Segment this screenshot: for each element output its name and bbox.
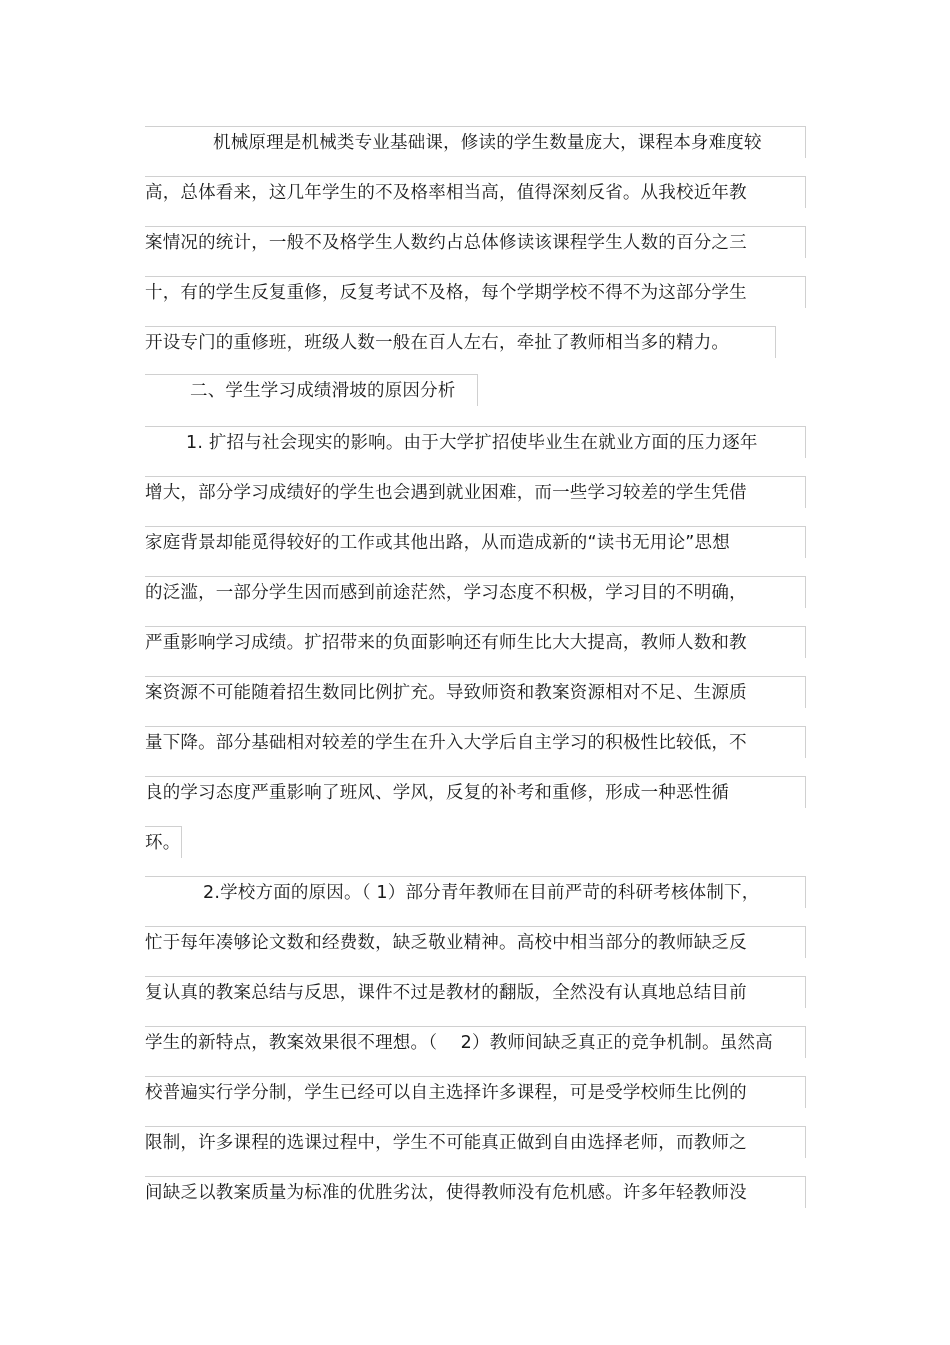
line-rule xyxy=(775,326,776,358)
paragraph-line: 忙于每年凑够论文数和经费数，缺乏敬业精神。高校中相当部分的教师缺乏反 xyxy=(145,933,747,953)
section-heading: 二、学生学习成绩滑坡的原因分析 xyxy=(190,381,456,401)
line-rule xyxy=(145,374,477,375)
line-rule xyxy=(145,726,805,727)
line-rule xyxy=(145,1076,805,1077)
line-rule xyxy=(805,126,806,158)
paragraph-line: 增大，部分学习成绩好的学生也会遇到就业困难，而一些学习较差的学生凭借 xyxy=(145,483,747,503)
paragraph-line: 高，总体看来，这几年学生的不及格率相当高，值得深刻反省。从我校近年教 xyxy=(145,183,747,203)
line-rule xyxy=(805,876,806,908)
line-rule xyxy=(145,1176,805,1177)
line-rule xyxy=(805,1176,806,1208)
paragraph-line: 家庭背景却能觅得较好的工作或其他出路，从而造成新的“读书无用论”思想 xyxy=(145,533,730,553)
line-rule xyxy=(145,676,805,677)
line-rule xyxy=(145,1126,805,1127)
line-rule xyxy=(145,276,805,277)
line-rule xyxy=(805,526,806,558)
line-rule xyxy=(145,576,805,577)
paragraph-line: 量下降。部分基础相对较差的学生在升入大学后自主学习的积极性比较低，不 xyxy=(145,733,747,753)
line-rule xyxy=(805,476,806,508)
paragraph-line: 案资源不可能随着招生数同比例扩充。导致师资和教案资源相对不足、生源质 xyxy=(145,683,747,703)
line-rule xyxy=(805,626,806,658)
line-rule xyxy=(145,176,805,177)
line-rule xyxy=(145,926,805,927)
line-rule xyxy=(805,426,806,458)
paragraph-line: 间缺乏以教案质量为标准的优胜劣汰，使得教师没有危机感。许多年轻教师没 xyxy=(145,1183,747,1203)
line-rule xyxy=(181,826,182,858)
paragraph-line: 良的学习态度严重影响了班风、学风，反复的补考和重修，形成一种恶性循 xyxy=(145,783,730,803)
line-rule xyxy=(145,326,775,327)
paragraph-line: 复认真的教案总结与反思，课件不过是教材的翻版，全然没有认真地总结目前 xyxy=(145,983,747,1003)
line-rule xyxy=(805,976,806,1008)
line-rule xyxy=(805,1126,806,1158)
paragraph-line: 2.学校方面的原因。（ 1）部分青年教师在目前严苛的科研考核体制下， xyxy=(203,883,760,903)
line-rule xyxy=(145,776,805,777)
line-rule xyxy=(805,676,806,708)
paragraph-line: 机械原理是机械类专业基础课，修读的学生数量庞大，课程本身难度较 xyxy=(213,133,762,153)
line-rule xyxy=(145,976,805,977)
line-rule xyxy=(145,826,181,827)
line-rule xyxy=(145,226,805,227)
line-rule xyxy=(805,576,806,608)
line-rule xyxy=(145,526,805,527)
paragraph-line: 限制，许多课程的选课过程中，学生不可能真正做到自由选择老师，而教师之 xyxy=(145,1133,747,1153)
line-rule xyxy=(805,726,806,758)
paragraph-line: 校普遍实行学分制，学生已经可以自主选择许多课程，可是受学校师生比例的 xyxy=(145,1083,747,1103)
paragraph-line: 十，有的学生反复重修，反复考试不及格，每个学期学校不得不为这部分学生 xyxy=(145,283,747,303)
line-rule xyxy=(805,926,806,958)
line-rule xyxy=(805,226,806,258)
line-rule xyxy=(805,276,806,308)
paragraph-line: 环。 xyxy=(145,833,181,853)
paragraph-line: 的泛滥，一部分学生因而感到前途茫然，学习态度不积极，学习目的不明确， xyxy=(145,583,747,603)
line-rule xyxy=(145,1026,805,1027)
line-rule xyxy=(477,374,478,406)
line-rule xyxy=(145,126,805,127)
paragraph-line: 案情况的统计，一般不及格学生人数约占总体修读该课程学生人数的百分之三 xyxy=(145,233,747,253)
paragraph-line: 严重影响学习成绩。扩招带来的负面影响还有师生比大大提高，教师人数和教 xyxy=(145,633,747,653)
line-rule xyxy=(805,776,806,808)
paragraph-line: 开设专门的重修班，班级人数一般在百人左右，牵扯了教师相当多的精力。 xyxy=(145,333,730,353)
line-rule xyxy=(805,1076,806,1108)
paragraph-line: 1. 扩招与社会现实的影响。由于大学扩招使毕业生在就业方面的压力逐年 xyxy=(186,433,758,453)
line-rule xyxy=(805,1026,806,1058)
line-rule xyxy=(145,626,805,627)
line-rule xyxy=(145,876,805,877)
line-rule xyxy=(145,476,805,477)
line-rule xyxy=(805,176,806,208)
line-rule xyxy=(145,426,805,427)
paragraph-line: 学生的新特点，教案效果很不理想。（ 2）教师间缺乏真正的竞争机制。虽然高 xyxy=(145,1033,773,1053)
